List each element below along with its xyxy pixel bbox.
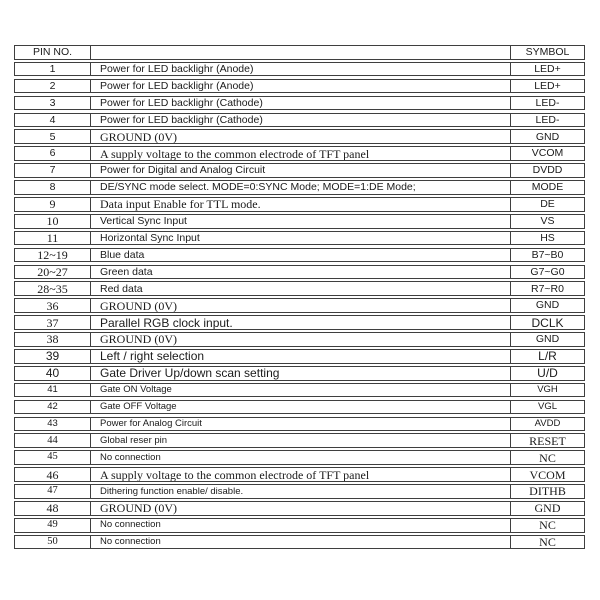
description-cell: Vertical Sync Input	[91, 214, 511, 229]
symbol-cell: VGH	[511, 383, 585, 398]
symbol-cell: NC	[511, 535, 585, 550]
symbol-cell: VCOM	[511, 146, 585, 161]
pin-cell: 6	[14, 146, 91, 161]
symbol-cell: DVDD	[511, 163, 585, 178]
table-row	[14, 467, 585, 482]
pin-cell: 4	[14, 113, 91, 128]
pin-cell: 45	[14, 450, 91, 465]
description-cell: No connection	[91, 518, 511, 533]
symbol-cell: R7~R0	[511, 281, 585, 296]
pin-cell: 50	[14, 535, 91, 550]
table-row	[14, 535, 585, 550]
description-cell: Parallel RGB clock input.	[91, 315, 511, 330]
table-row	[14, 501, 585, 516]
pin-cell: 43	[14, 417, 91, 432]
pin-cell: 3	[14, 96, 91, 111]
table-row	[14, 62, 585, 77]
pin-cell: 9	[14, 197, 91, 212]
pin-cell: 41	[14, 383, 91, 398]
description-cell: Green data	[91, 265, 511, 280]
table-row	[14, 298, 585, 313]
symbol-cell: DCLK	[511, 315, 585, 330]
header-description	[91, 45, 511, 60]
symbol-cell: LED-	[511, 113, 585, 128]
description-cell: Horizontal Sync Input	[91, 231, 511, 246]
description-cell: Gate Driver Up/down scan setting	[91, 366, 511, 381]
pin-cell: 40	[14, 366, 91, 381]
description-cell: Gate ON Voltage	[91, 383, 511, 398]
description-cell: Left / right selection	[91, 349, 511, 364]
description-cell: Dithering function enable/ disable.	[91, 484, 511, 499]
description-cell: GROUND (0V)	[91, 501, 511, 516]
table-row	[14, 450, 585, 465]
description-cell: GROUND (0V)	[91, 129, 511, 144]
pin-cell: 36	[14, 298, 91, 313]
symbol-cell: DITHB	[511, 484, 585, 499]
pin-cell: 5	[14, 129, 91, 144]
description-cell: Blue data	[91, 248, 511, 263]
pin-cell: 39	[14, 349, 91, 364]
symbol-cell: RESET	[511, 433, 585, 448]
symbol-cell: U/D	[511, 366, 585, 381]
symbol-cell: B7~B0	[511, 248, 585, 263]
description-cell: No connection	[91, 450, 511, 465]
symbol-cell: HS	[511, 231, 585, 246]
description-cell: Power for LED backlighr (Anode)	[91, 79, 511, 94]
table-row	[14, 265, 585, 280]
pin-cell: 20~27	[14, 265, 91, 280]
symbol-cell: GND	[511, 332, 585, 347]
pin-cell: 10	[14, 214, 91, 229]
symbol-cell: VS	[511, 214, 585, 229]
table-row	[14, 96, 585, 111]
table-row	[14, 146, 585, 161]
table-row	[14, 315, 585, 330]
table-row	[14, 400, 585, 415]
header-pin-no: PIN NO.	[14, 45, 91, 60]
pin-cell: 7	[14, 163, 91, 178]
table-body	[14, 62, 585, 550]
table-row	[14, 484, 585, 499]
symbol-cell: G7~G0	[511, 265, 585, 280]
description-cell: Power for Digital and Analog Circuit	[91, 163, 511, 178]
symbol-cell: GND	[511, 501, 585, 516]
pin-cell: 1	[14, 62, 91, 77]
description-cell: GROUND (0V)	[91, 298, 511, 313]
description-cell: Power for LED backlighr (Cathode)	[91, 96, 511, 111]
symbol-cell: DE	[511, 197, 585, 212]
pin-cell: 46	[14, 467, 91, 482]
table-row	[14, 332, 585, 347]
pin-cell: 47	[14, 484, 91, 499]
symbol-cell: VCOM	[511, 467, 585, 482]
table-row	[14, 383, 585, 398]
pin-cell: 8	[14, 180, 91, 195]
table-row	[14, 214, 585, 229]
table-row	[14, 248, 585, 263]
table-row	[14, 349, 585, 364]
description-cell: A supply voltage to the common electrode of TFT panel	[91, 146, 511, 161]
symbol-cell: LED+	[511, 79, 585, 94]
symbol-cell: NC	[511, 450, 585, 465]
pin-cell: 28~35	[14, 281, 91, 296]
pin-assignment-table	[14, 45, 585, 552]
symbol-cell: NC	[511, 518, 585, 533]
table-row	[14, 433, 585, 448]
symbol-cell: LED-	[511, 96, 585, 111]
description-cell: Power for LED backlighr (Cathode)	[91, 113, 511, 128]
symbol-cell: L/R	[511, 349, 585, 364]
table-row	[14, 518, 585, 533]
pin-cell: 44	[14, 433, 91, 448]
header-symbol: SYMBOL	[511, 45, 585, 60]
symbol-cell: GND	[511, 298, 585, 313]
table-header-row	[14, 45, 585, 60]
description-cell: Gate OFF Voltage	[91, 400, 511, 415]
table-row	[14, 366, 585, 381]
symbol-cell: MODE	[511, 180, 585, 195]
description-cell: Power for LED backlighr (Anode)	[91, 62, 511, 77]
symbol-cell: GND	[511, 129, 585, 144]
description-cell: GROUND (0V)	[91, 332, 511, 347]
table-row	[14, 231, 585, 246]
pin-cell: 2	[14, 79, 91, 94]
symbol-cell: AVDD	[511, 417, 585, 432]
pin-cell: 12~19	[14, 248, 91, 263]
symbol-cell: VGL	[511, 400, 585, 415]
table-row	[14, 197, 585, 212]
table-row	[14, 79, 585, 94]
pin-cell: 49	[14, 518, 91, 533]
table-row	[14, 163, 585, 178]
description-cell: Global reser pin	[91, 433, 511, 448]
table-row	[14, 129, 585, 144]
description-cell: DE/SYNC mode select. MODE=0:SYNC Mode; MODE=1:DE Mode;	[91, 180, 511, 195]
table-row	[14, 281, 585, 296]
description-cell: Power for Analog Circuit	[91, 417, 511, 432]
description-cell: A supply voltage to the common electrode of TFT panel	[91, 467, 511, 482]
pin-cell: 48	[14, 501, 91, 516]
symbol-cell: LED+	[511, 62, 585, 77]
pin-cell: 42	[14, 400, 91, 415]
table-row	[14, 180, 585, 195]
table-row	[14, 113, 585, 128]
pin-cell: 37	[14, 315, 91, 330]
pin-cell: 11	[14, 231, 91, 246]
pin-cell: 38	[14, 332, 91, 347]
table-row	[14, 417, 585, 432]
description-cell: No connection	[91, 535, 511, 550]
description-cell: Red data	[91, 281, 511, 296]
description-cell: Data input Enable for TTL mode.	[91, 197, 511, 212]
